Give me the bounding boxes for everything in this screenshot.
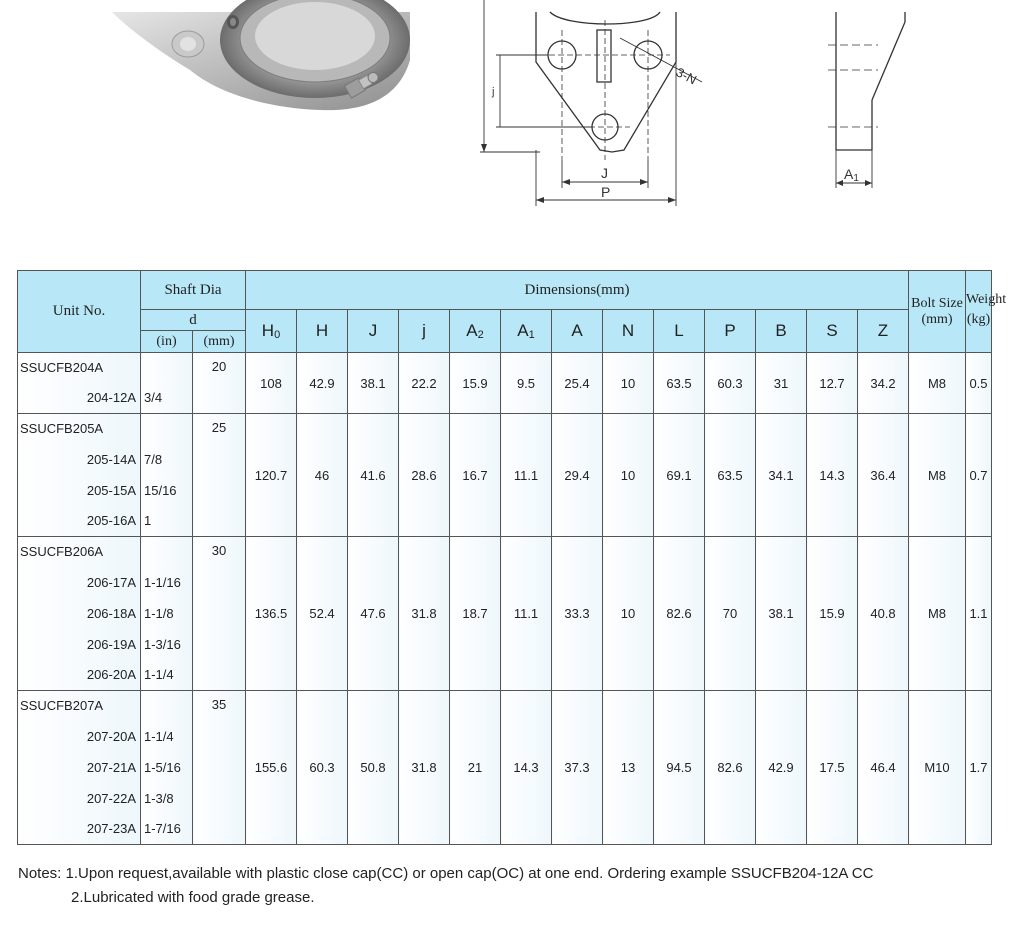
shaft-inch-cell (141, 537, 193, 567)
header-col-h: H (297, 310, 348, 353)
header-weight (966, 271, 1007, 353)
weight-value: 0.7 (969, 467, 988, 483)
weight-value: 1.7 (969, 760, 988, 775)
dim-z-cell: 34.2 (858, 353, 909, 414)
header-col-a2: A2 (450, 310, 501, 353)
header-unit-no: Unit No. (18, 271, 141, 353)
dim-j-cap-cell: 50.8 (348, 691, 399, 845)
dim-j-cell: 22.2 (399, 353, 450, 414)
dim-l-cell: 69.1 (654, 414, 705, 537)
bolt-holes-label: 3-N (673, 64, 700, 88)
dim-s-cell: 14.3 (807, 414, 858, 537)
dim-a2-cell: 18.7 (450, 537, 501, 691)
unit-no-cell: 206-20A (18, 660, 141, 691)
dim-z-cell: 46.4 (858, 691, 909, 845)
shaft-inch-cell: 3/4 (141, 383, 193, 414)
shaft-inch-cell: 1-3/8 (141, 783, 193, 814)
dim-z-cell: 36.4 (858, 414, 909, 537)
header-col-z: Z (858, 310, 909, 353)
header-col-h0: H0 (246, 310, 297, 353)
dim-j-cap-cell: 38.1 (348, 353, 399, 414)
unit-no-cell: 205-14A (18, 444, 141, 475)
dim-n-cell: 10 (603, 414, 654, 537)
unit-no-cell: 206-18A (18, 598, 141, 629)
unit-no-cell: SSUCFB207A (18, 691, 141, 721)
dim-n-cell: 10 (603, 537, 654, 691)
dim-j-label: J (601, 165, 608, 181)
header-weight-text: Weight (kg) (966, 291, 1007, 327)
shaft-inch-cell (141, 414, 193, 444)
bolt-size-cell: M8 (909, 353, 966, 414)
spec-table-body (18, 353, 992, 845)
dim-a-cell: 29.4 (552, 414, 603, 537)
dim-a1-cell: 11.1 (501, 537, 552, 691)
dim-j-cell: 28.6 (399, 414, 450, 537)
shaft-mm-cell: 25 (193, 414, 246, 537)
shaft-inch-cell: 15/16 (141, 475, 193, 506)
note-line-2: 2.Lubricated with food grade grease. (71, 889, 315, 906)
dim-h0-cell: 155.6 (246, 691, 297, 845)
dim-a-cell: 33.3 (552, 537, 603, 691)
header-col-s: S (807, 310, 858, 353)
dim-a1-label: A1 (844, 166, 859, 184)
dim-a2-cell: 16.7 (450, 414, 501, 537)
unit-no-cell: 206-19A (18, 629, 141, 660)
dim-b-cell: 38.1 (756, 537, 807, 691)
shaft-inch-cell: 1-3/16 (141, 629, 193, 660)
dim-a-cell: 25.4 (552, 353, 603, 414)
bolt-size-cell: M10 (909, 691, 966, 845)
dim-h-cell: 52.4 (297, 537, 348, 691)
unit-no-cell: 207-20A (18, 721, 141, 752)
unit-no-cell: 205-16A (18, 506, 141, 537)
dim-s-cell: 15.9 (807, 537, 858, 691)
unit-no-cell: SSUCFB205A (18, 414, 141, 444)
dim-a1-cell: 11.1 (501, 414, 552, 537)
notes (18, 862, 873, 910)
dim-n-cell: 10 (603, 353, 654, 414)
header-bolt-size: Bolt Size (mm) (909, 271, 966, 353)
shaft-mm-cell: 20 (193, 353, 246, 414)
unit-no-cell: SSUCFB204A (18, 353, 141, 383)
header-d: d (141, 310, 246, 331)
shaft-inch-cell: 1-1/4 (141, 721, 193, 752)
dim-h0-cell: 120.7 (246, 414, 297, 537)
unit-no-cell: 207-22A (18, 783, 141, 814)
dim-p-cell: 70 (705, 537, 756, 691)
unit-no-cell: 206-17A (18, 567, 141, 598)
dim-j-cell: 31.8 (399, 691, 450, 845)
weight-cell (966, 353, 992, 414)
header-col-n: N (603, 310, 654, 353)
shaft-mm-cell: 30 (193, 537, 246, 691)
dim-a-cell: 37.3 (552, 691, 603, 845)
header-col-a1: A1 (501, 310, 552, 353)
shaft-inch-cell: 1-5/16 (141, 752, 193, 783)
dim-a1-cell: 9.5 (501, 353, 552, 414)
spec-table (17, 270, 1007, 845)
header-in: (in) (141, 331, 193, 353)
front-view-drawing (470, 0, 730, 215)
dim-l-cell: 63.5 (654, 353, 705, 414)
table-row (18, 414, 992, 444)
side-view-drawing (820, 0, 920, 200)
weight-cell (966, 537, 992, 691)
shaft-inch-cell (141, 691, 193, 721)
shaft-inch-cell: 1-7/16 (141, 814, 193, 845)
table-row (18, 353, 992, 383)
dim-h-cell: 46 (297, 414, 348, 537)
header-col-b: B (756, 310, 807, 353)
unit-no-cell: 207-21A (18, 752, 141, 783)
bearing-photo (100, 0, 420, 130)
note-line-1: Notes: 1.Upon request,available with plastic close cap(CC) or open cap(OC) at one end. Ordering example SSUCFB204-12A CC (18, 865, 874, 882)
dim-a2-cell: 15.9 (450, 353, 501, 414)
dim-h-cell: 60.3 (297, 691, 348, 845)
weight-value: 0.5 (969, 375, 988, 391)
dim-j-small-label: j (492, 86, 495, 98)
unit-no-cell: 207-23A (18, 814, 141, 845)
shaft-inch-cell: 1-1/4 (141, 660, 193, 691)
shaft-inch-cell: 1 (141, 506, 193, 537)
dim-b-cell: 42.9 (756, 691, 807, 845)
unit-no-cell: SSUCFB206A (18, 537, 141, 567)
dim-s-cell: 17.5 (807, 691, 858, 845)
shaft-inch-cell: 7/8 (141, 444, 193, 475)
shaft-inch-cell: 1-1/16 (141, 567, 193, 598)
dim-a2-cell: 21 (450, 691, 501, 845)
dim-p-cell: 82.6 (705, 691, 756, 845)
dim-p-cell: 63.5 (705, 414, 756, 537)
dim-j-cap-cell: 47.6 (348, 537, 399, 691)
dim-b-cell: 34.1 (756, 414, 807, 537)
weight-cell (966, 414, 992, 537)
table-row (18, 537, 992, 567)
dim-a1-cell: 14.3 (501, 691, 552, 845)
dim-s-cell: 12.7 (807, 353, 858, 414)
dim-p-cell: 60.3 (705, 353, 756, 414)
dim-j-cell: 31.8 (399, 537, 450, 691)
dim-h0-cell: 108 (246, 353, 297, 414)
weight-value: 1.1 (969, 606, 988, 621)
shaft-inch-cell: 1-1/8 (141, 598, 193, 629)
bolt-size-cell: M8 (909, 537, 966, 691)
drawing-area (0, 0, 1013, 215)
header-col-a: A (552, 310, 603, 353)
dim-l-cell: 82.6 (654, 537, 705, 691)
unit-no-cell: 204-12A (18, 383, 141, 414)
dim-n-cell: 13 (603, 691, 654, 845)
header-col-j: J (348, 310, 399, 353)
dim-p-label: P (601, 184, 611, 200)
weight-cell (966, 691, 992, 845)
dim-l-cell: 94.5 (654, 691, 705, 845)
shaft-inch-cell (141, 353, 193, 383)
header-mm: (mm) (193, 331, 246, 353)
table-row (18, 691, 992, 721)
shaft-mm-cell: 35 (193, 691, 246, 845)
dim-z-cell: 40.8 (858, 537, 909, 691)
header-col-j-small: j (399, 310, 450, 353)
header-shaft-dia: Shaft Dia (141, 271, 246, 310)
header-col-l: L (654, 310, 705, 353)
dim-h-cell: 42.9 (297, 353, 348, 414)
unit-no-cell: 205-15A (18, 475, 141, 506)
dim-b-cell: 31 (756, 353, 807, 414)
header-col-p: P (705, 310, 756, 353)
bolt-size-cell: M8 (909, 414, 966, 537)
header-dimensions: Dimensions(mm) (246, 271, 909, 310)
dim-j-cap-cell: 41.6 (348, 414, 399, 537)
dim-h0-cell: 136.5 (246, 537, 297, 691)
